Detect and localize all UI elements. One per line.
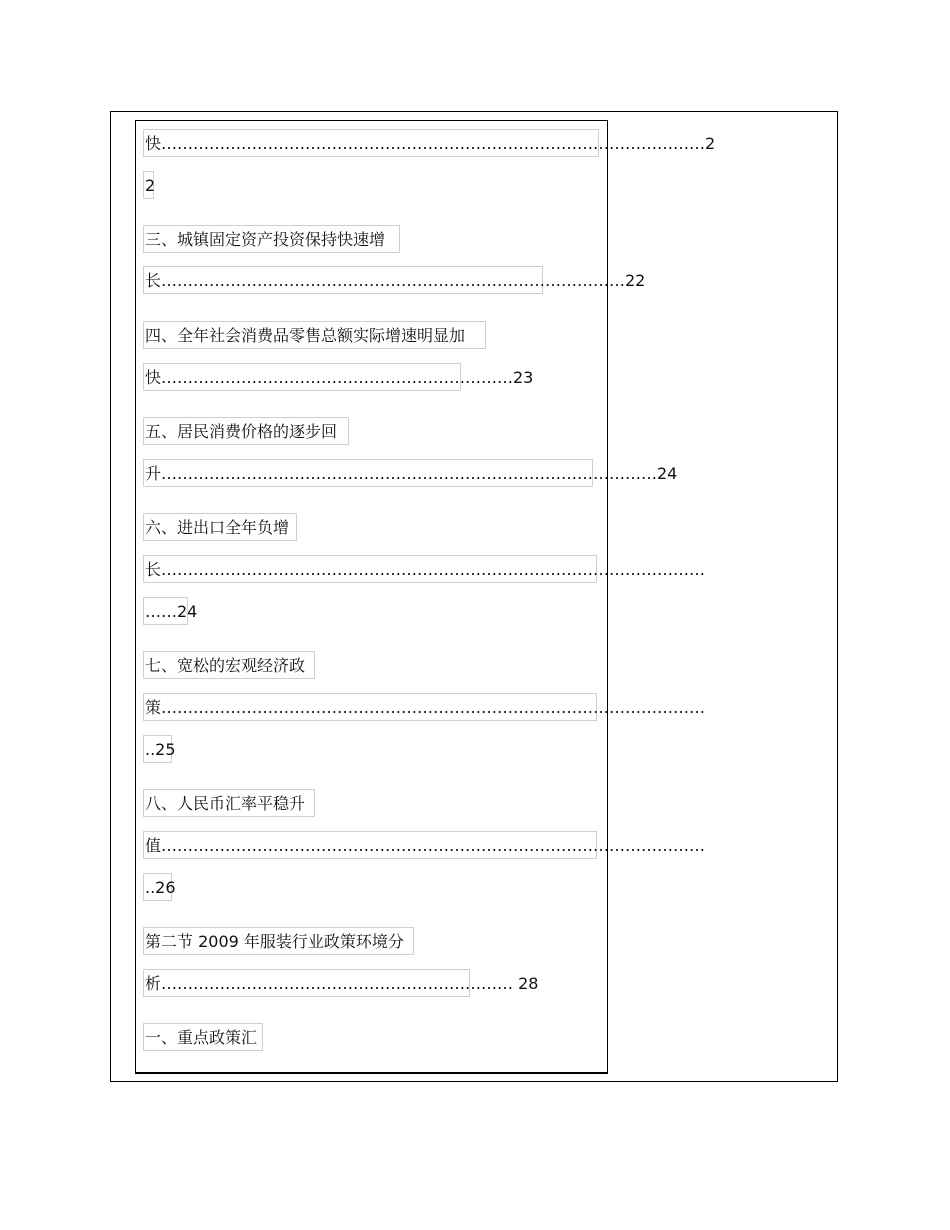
toc-entry: 五、居民消费价格的逐步回 bbox=[143, 417, 349, 445]
toc-entry: 长………………………………………………………………………………………… bbox=[143, 555, 597, 583]
toc-entry: 四、全年社会消费品零售总额实际增速明显加 bbox=[143, 321, 486, 349]
toc-entry: 值………………………………………………………………………………………… bbox=[143, 831, 597, 859]
toc-entry: ..26 bbox=[143, 873, 172, 901]
toc-entry: 策………………………………………………………………………………………… bbox=[143, 693, 597, 721]
toc-entry: 七、宽松的宏观经济政 bbox=[143, 651, 315, 679]
toc-entry: 快…………………………………………………………23 bbox=[143, 363, 461, 391]
toc-entry: 2 bbox=[143, 171, 154, 199]
toc-entry: ..25 bbox=[143, 735, 172, 763]
toc-entry: 三、城镇固定资产投资保持快速增 bbox=[143, 225, 400, 253]
toc-entry: 长……………………………………………………………………………22 bbox=[143, 266, 543, 294]
toc-entry: 快…………………………………………………………………………………………2 bbox=[143, 129, 599, 157]
toc-entry: 六、进出口全年负增 bbox=[143, 513, 297, 541]
toc-entry: 升…………………………………………………………………………………24 bbox=[143, 459, 593, 487]
toc-entry: 一、重点政策汇 bbox=[143, 1023, 263, 1051]
toc-entry: ……24 bbox=[143, 597, 188, 625]
toc-entry: 析………………………………………………………… 28 bbox=[143, 969, 470, 997]
toc-entry: 第二节 2009 年服装行业政策环境分 bbox=[143, 927, 414, 955]
toc-entry: 八、人民币汇率平稳升 bbox=[143, 789, 315, 817]
